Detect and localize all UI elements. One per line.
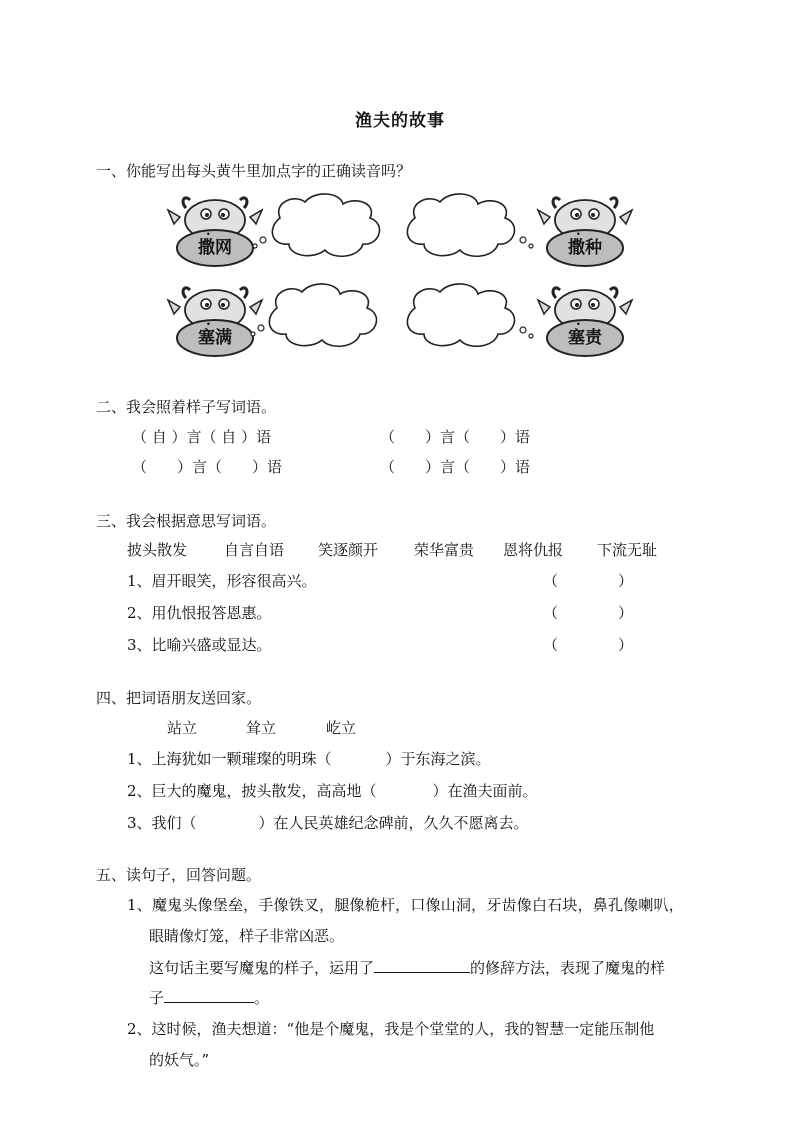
svg-text:•: • [206,230,211,239]
s3-answer-2: （ ） [543,604,634,622]
cow-word-3: 塞满 [198,328,232,348]
section-3-heading: 三、我会根据意思写词语。 [96,512,277,530]
s3-answer-3: （ ） [543,636,634,654]
answer-cloud-3 [269,284,376,346]
section-4-heading: 四、把词语朋友送回家。 [96,689,262,707]
section-1-heading: 一、你能写出每头黄牛里加点字的正确读音吗？ [96,162,412,180]
svg-text:•: • [206,320,211,329]
s5-q1-question-cont: 子 。 [149,989,270,1007]
s4-item-2: 2、巨大的魔鬼，披头散发，高高地（ ）在渔夫面前。 [127,782,538,800]
s3-word: 自言自语 [224,541,285,559]
cows-illustration [165,190,635,365]
s5-q1-line1: 1、魔鬼头像堡垒，手像铁叉，腿像桅杆，口像山洞，牙齿像白石块，鼻孔像喇叭， [127,896,684,914]
section-5-heading: 五、读句子，回答问题。 [96,866,262,884]
s3-word: 披头散发 [127,541,188,559]
s3-word: 笑逐颜开 [318,541,379,559]
s4-word: 耸立 [246,719,277,737]
answer-blank-appearance[interactable] [164,1001,254,1003]
s4-word: 站立 [167,719,198,737]
cow-word-2: 撒种 [568,238,602,258]
s5-q1-line2: 眼睛像灯笼，样子非常凶恶。 [149,927,345,945]
s2-row1-right: （ ）言（ ）语 [380,428,531,446]
s4-item-3: 3、我们（ ）在人民英雄纪念碑前，久久不愿离去。 [127,814,529,832]
s5-q2-line2: 的妖气。” [149,1051,210,1069]
section-2-heading: 二、我会照着样子写词语。 [96,398,277,416]
s3-answer-1: （ ） [543,572,634,590]
s3-item-3: 3、比喻兴盛或显达。 [127,636,272,654]
s5-q1-question: 这句话主要写魔鬼的样子，运用了 的修辞方法，表现了魔鬼的样 [149,959,666,977]
s4-item-1: 1、上海犹如一颗璀璨的明珠（ ）于东海之滨。 [127,750,491,768]
s3-word: 恩将仇报 [503,541,564,559]
s4-word: 屹立 [326,719,357,737]
s3-item-2: 2、用仇恨报答恩惠。 [127,604,272,622]
svg-text:•: • [576,230,581,239]
cow-word-1: 撒网 [198,238,232,258]
answer-cloud-4 [407,284,514,346]
s3-item-1: 1、眉开眼笑，形容很高兴。 [127,572,317,590]
answer-cloud-2 [407,194,514,256]
cow-word-4: 塞责 [568,328,602,348]
s2-row2-right: （ ）言（ ）语 [380,458,531,476]
s2-row1-left: （ 自 ）言（ 自 ）语 [132,428,272,446]
s2-row2-left: （ ）言（ ）语 [132,458,283,476]
s3-word: 下流无耻 [597,541,658,559]
s5-q2-line1: 2、这时候，渔夫想道：“他是个魔鬼，我是个堂堂的人，我的智慧一定能压制他 [127,1020,655,1038]
answer-cloud-1 [272,194,379,256]
answer-blank-rhetoric[interactable] [374,971,470,973]
s3-word: 荣华富贵 [414,541,475,559]
svg-text:•: • [576,320,581,329]
page-title: 渔夫的故事 [355,111,445,131]
